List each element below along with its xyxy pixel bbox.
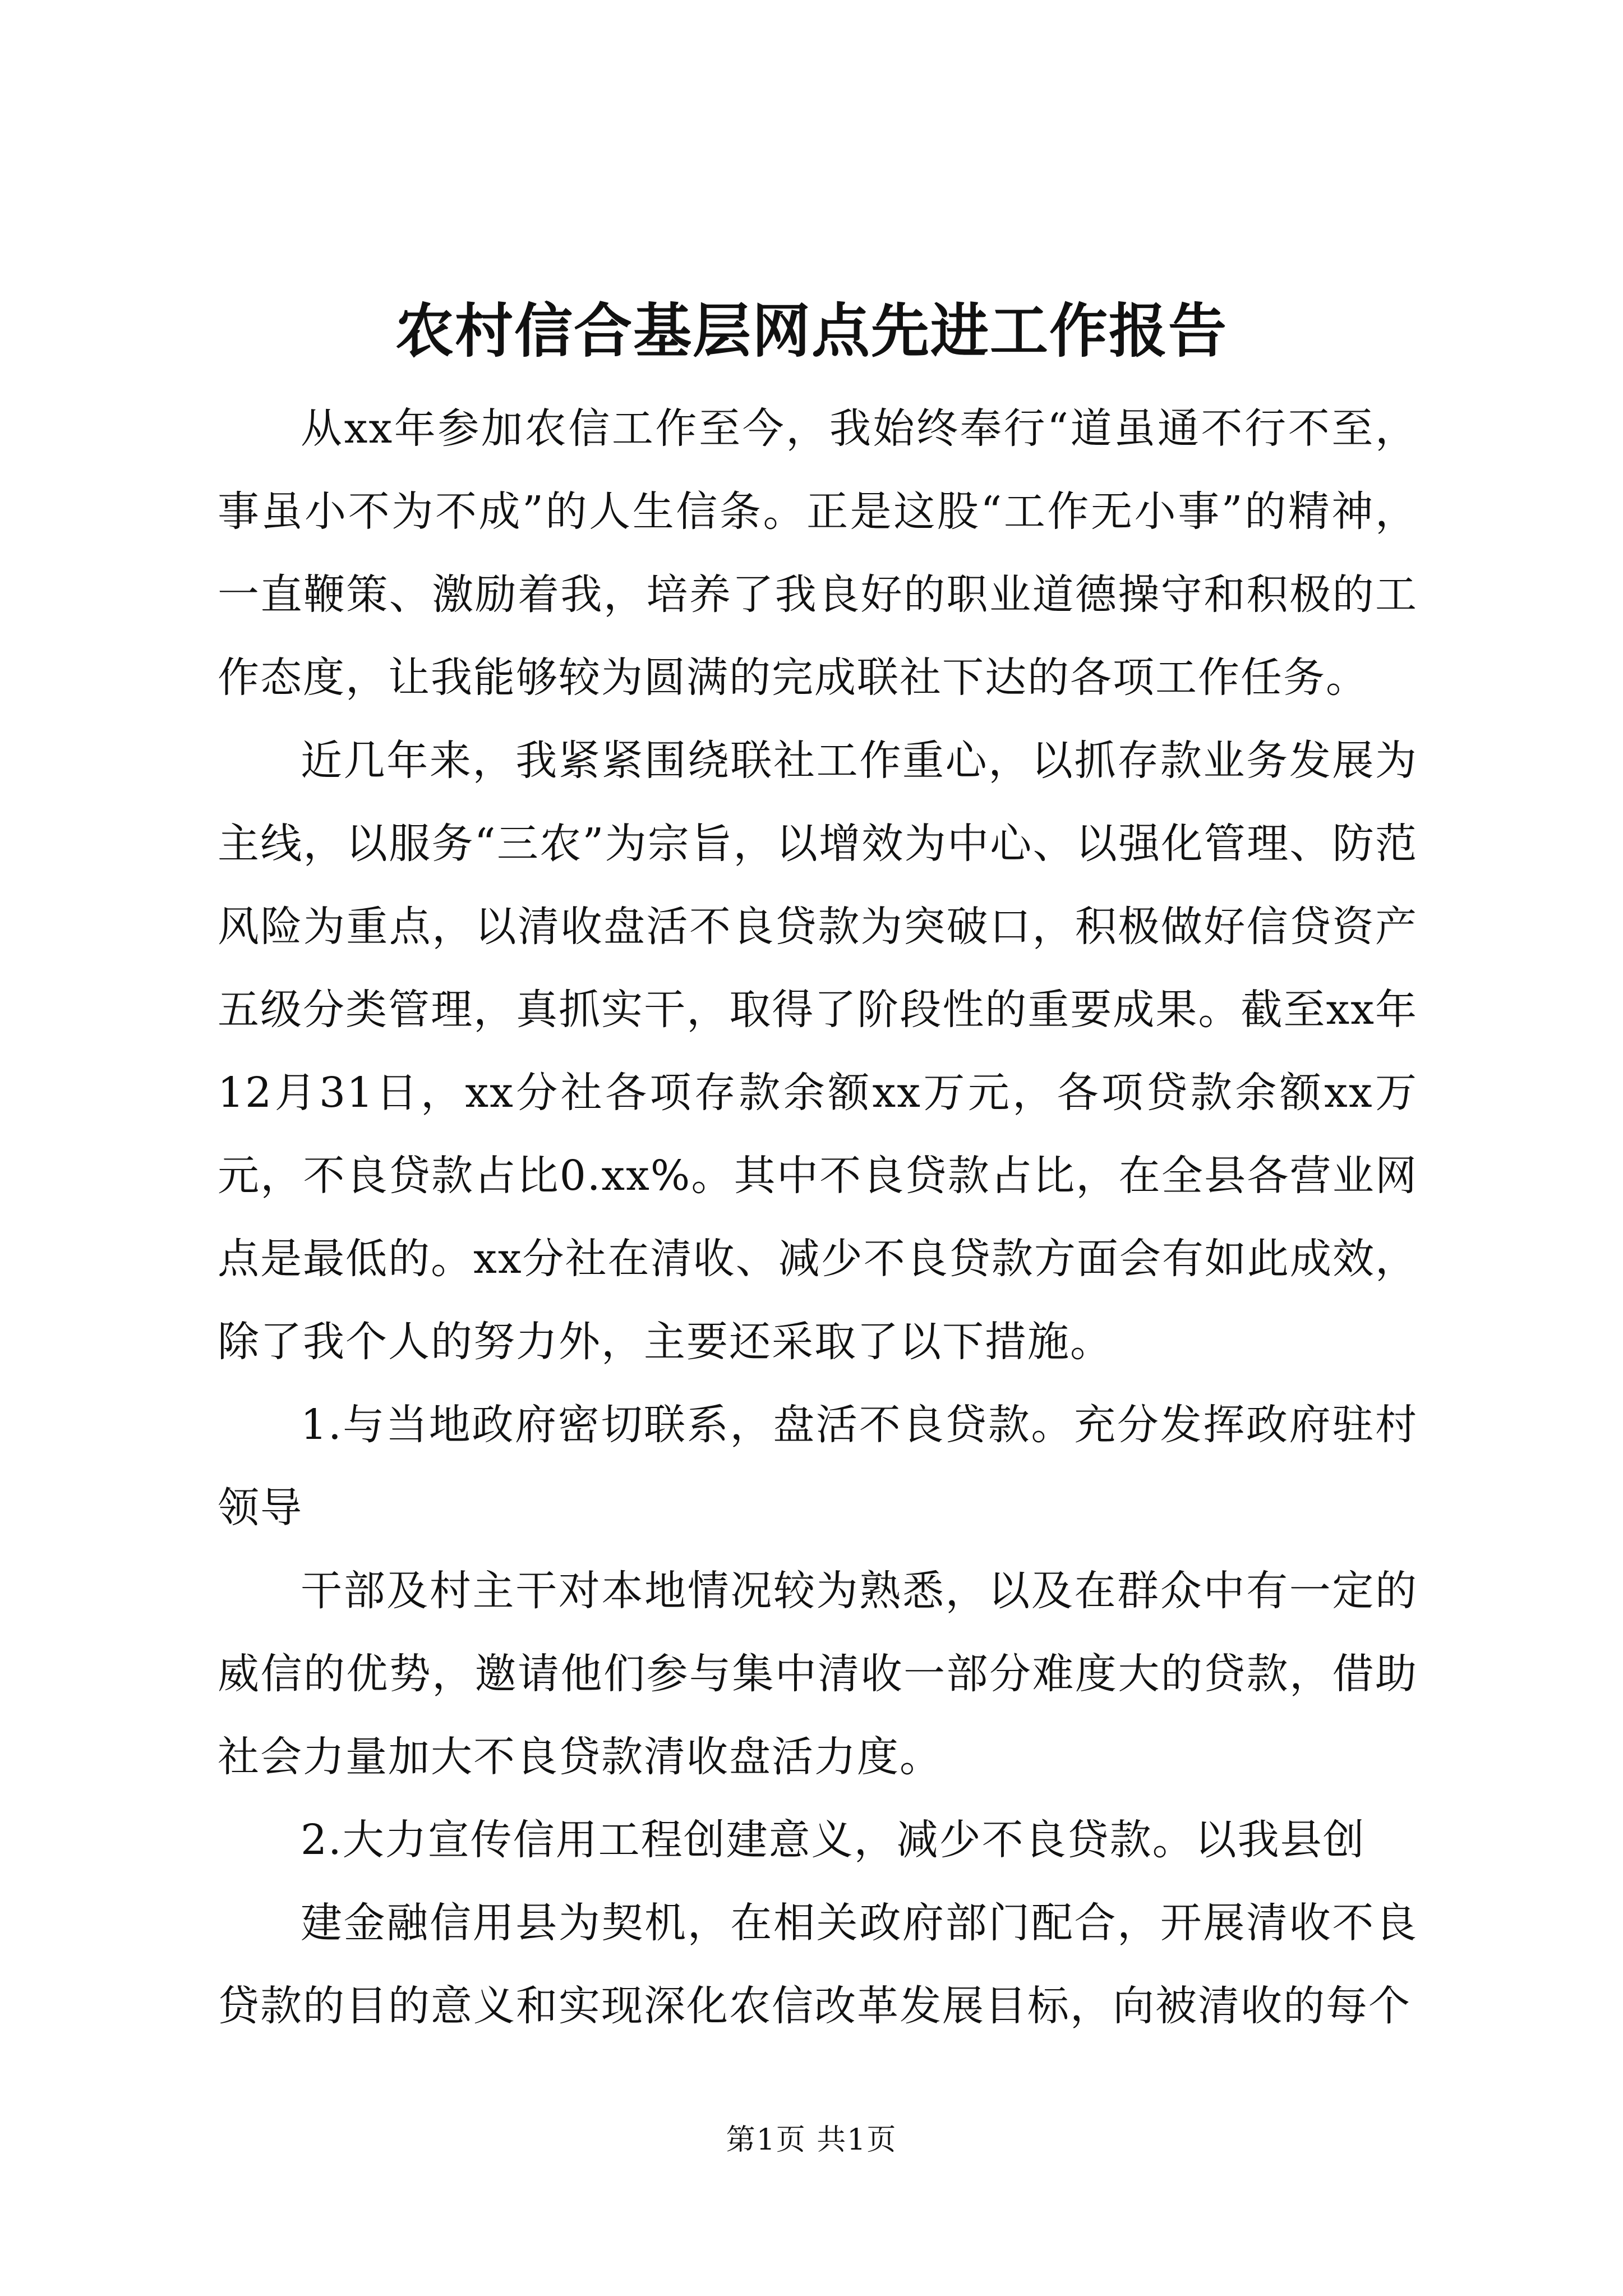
paragraph-4: 干部及村主干对本地情况较为熟悉，以及在群众中有一定的威信的优势，邀请他们参与集中清收一部分难度大的贷款，借助社会力量加大不良贷款清收盘活力度。 — [218, 1567, 1418, 1781]
paragraph-2: 近几年来，我紧紧围绕联社工作重心，以抓存款业务发展为主线，以服务“三农”为宗旨，以增效为中心、以强化管理、防范风险为重点，以清收盘活不良贷款为突破口，积极做好信贷资产五级分类管理，真抓实干，取得了阶段性的重要成果。截至xx年12月31日，xx分社各项存款余额xx万元，各项贷款余额xx万元，不良贷款占比0.xx%。其中不良贷款占比，在全县各营业网点是最低的。xx分社在清收、减少不良贷款方面会有如此成效，除了我个人的努力外，主要还采取了以下措施。 — [218, 737, 1418, 1366]
paragraph-3: 1.与当地政府密切联系，盘活不良贷款。充分发挥政府驻村领导 — [218, 1401, 1418, 1532]
document-body — [218, 387, 1418, 2047]
document-title: 农村信合基层网点先进工作报告 — [395, 296, 1228, 365]
page-number-footer: 第1页 共1页 — [726, 2123, 897, 2157]
paragraph-5: 2.大力宣传信用工程创建意义，减少不良贷款。以我县创 — [301, 1816, 1366, 1864]
paragraph-6: 建金融信用县为契机，在相关政府部门配合，开展清收不良贷款的目的意义和实现深化农信改革发展目标，向被清收的每个 — [218, 1899, 1418, 2030]
paragraph-1: 从xx年参加农信工作至今，我始终奉行“道虽通不行不至，事虽小不为不成”的人生信条。正是这股“工作无小事”的精神，一直鞭策、激励着我，培养了我良好的职业道德操守和积极的工作态度，让我能够较为圆满的完成联社下达的各项工作任务。 — [218, 404, 1418, 702]
